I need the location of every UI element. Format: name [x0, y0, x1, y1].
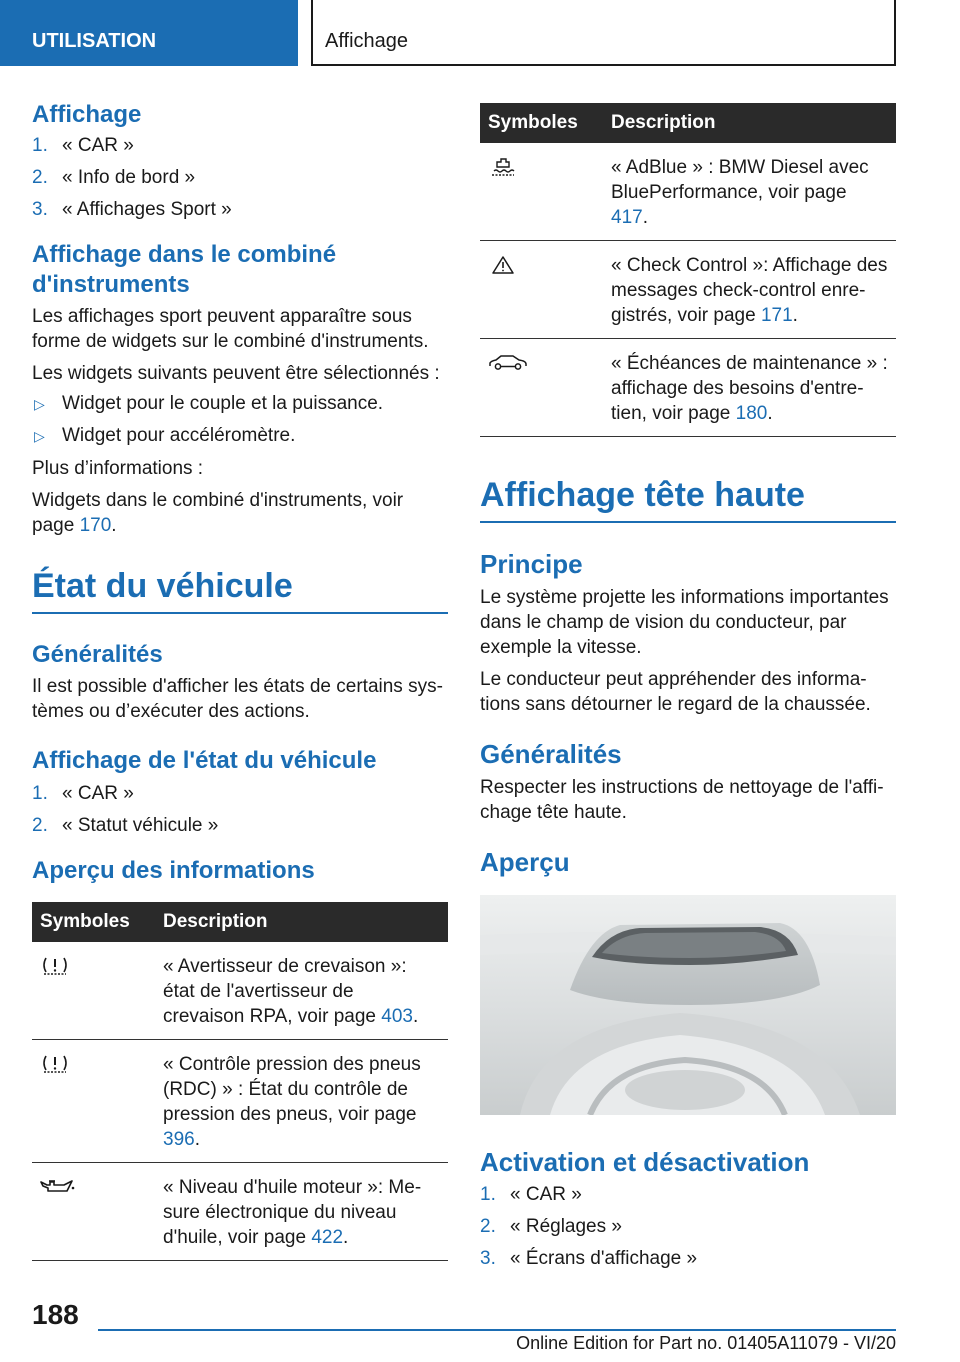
row-description: « Échéances de maintenance » : affichage des besoins d'entretien, voir page 180. — [603, 339, 896, 437]
row-description: « AdBlue » : BMW Diesel avec BluePerformance, voir page 417. — [603, 143, 896, 241]
heading-apercu: Aperçu — [480, 847, 570, 877]
list-item: ▷ Widget pour le couple et la puissance. — [34, 393, 384, 414]
list-item: ▷ Widget pour accéléromètre. — [34, 425, 296, 446]
heading-hud: Affichage tête haute — [480, 473, 896, 523]
table-row — [480, 241, 896, 339]
principe-paragraph-2: Le conducteur peut appréhender des informations sans détourner le regard de la chaussée. — [480, 669, 871, 715]
hud-photo — [480, 895, 896, 1115]
adblue-icon — [488, 157, 518, 177]
table-row — [32, 942, 448, 1040]
table-row — [32, 1163, 448, 1261]
col-header-symboles: Symboles — [32, 902, 155, 942]
symbol-table — [480, 103, 896, 437]
tire-warning-icon — [40, 956, 70, 976]
list-item: 1. « CAR » — [32, 783, 134, 804]
combine-paragraph-2: Les widgets suivants peuvent être sélectionnés : — [32, 363, 440, 384]
combine-paragraph-1: Les affichages sport peuvent apparaître sous forme de widgets sur le combiné d'instruments. — [32, 306, 429, 352]
generalites-hud-text: Respecter les instructions de nettoyage de l'affichage tête haute. — [480, 777, 884, 823]
principe-paragraph-1: Le système projette les informations importantes dans le champ de vision du conducteur, par exemple la vitesse. — [480, 587, 889, 658]
row-description: « Contrôle pression des pneus (RDC) » : État du contrôle de pression des pneus, voir page 396. — [155, 1040, 448, 1163]
generalites-text: Il est possible d'afficher les états de certains systèmes ou d’exécuter des actions. — [32, 676, 443, 722]
col-header-symboles: Symboles — [480, 103, 603, 143]
combine-paragraph-4: Widgets dans le combiné d'instruments, voir page 170. — [32, 490, 404, 536]
page-link[interactable]: 170 — [79, 515, 112, 536]
table-header — [480, 103, 896, 143]
oil-can-icon — [40, 1177, 76, 1197]
heading-affichage-etat: Affichage de l'état du véhicule — [32, 747, 377, 774]
footer-divider — [98, 1329, 896, 1331]
activation-list — [480, 1179, 896, 1275]
footer-edition: Online Edition for Part no. 01405A11079 - VI/20 — [516, 1333, 896, 1353]
list-item: 3. « Écrans d'affichage » — [480, 1248, 698, 1269]
info-table — [32, 902, 448, 1261]
header-title: Affichage — [325, 30, 409, 52]
page-link[interactable]: 180 — [735, 403, 768, 424]
table-row — [32, 1040, 448, 1163]
tire-pressure-icon — [40, 1054, 70, 1074]
affichage-etat-list — [32, 778, 448, 842]
left-column — [32, 100, 448, 1261]
page-header — [0, 0, 960, 66]
list-item: 1. « CAR » — [32, 135, 134, 156]
warning-triangle-icon — [488, 255, 518, 275]
page-link[interactable]: 396 — [163, 1129, 195, 1150]
heading-apercu-info: Aperçu des informations — [32, 857, 315, 884]
page-link[interactable]: 403 — [381, 1006, 413, 1027]
page-number: 188 — [32, 1299, 79, 1330]
heading-affichage: Affichage — [32, 101, 142, 128]
list-item: 1. « CAR » — [480, 1184, 582, 1205]
heading-etat: État du véhicule — [32, 564, 448, 614]
heading-activation: Activation et désactivation — [480, 1147, 810, 1177]
row-description: « Check Control »: Affichage des messages check-control enregistrés, voir page 171. — [603, 241, 896, 339]
col-header-description: Description — [155, 902, 448, 942]
hud-illustration — [480, 895, 896, 1115]
page-link[interactable]: 417 — [611, 207, 643, 228]
heading-generalites-hud: Généralités — [480, 739, 622, 769]
table-row — [480, 143, 896, 241]
list-item: 2. « Info de bord » — [32, 167, 196, 188]
section-label: UTILISATION — [32, 30, 157, 52]
car-service-icon — [488, 353, 528, 373]
heading-generalites: Généralités — [32, 641, 163, 668]
heading-combine: Affichage dans le combiné d'instruments — [32, 241, 337, 298]
right-column — [480, 103, 896, 1281]
list-item: 2. « Réglages » — [480, 1216, 622, 1237]
list-item: 2. « Statut véhicule » — [32, 815, 219, 836]
page-link[interactable]: 422 — [311, 1227, 344, 1248]
table-header — [32, 902, 448, 942]
page-link[interactable]: 171 — [760, 305, 793, 326]
combine-paragraph-3: Plus d’informations : — [32, 458, 204, 479]
widget-list — [32, 388, 448, 452]
section-tab — [0, 0, 298, 66]
table-row — [480, 339, 896, 437]
row-description: « Niveau d'huile moteur »: Mesure électronique du niveau d'huile, voir page 422. — [155, 1163, 448, 1261]
list-item: 3. « Affichages Sport » — [32, 199, 232, 220]
affichage-list — [32, 130, 448, 226]
col-header-description: Description — [603, 103, 896, 143]
row-description: « Avertisseur de crevaison »: état de l'avertisseur de crevaison RPA, voir page 403. — [155, 942, 448, 1040]
heading-principe: Principe — [480, 549, 583, 579]
